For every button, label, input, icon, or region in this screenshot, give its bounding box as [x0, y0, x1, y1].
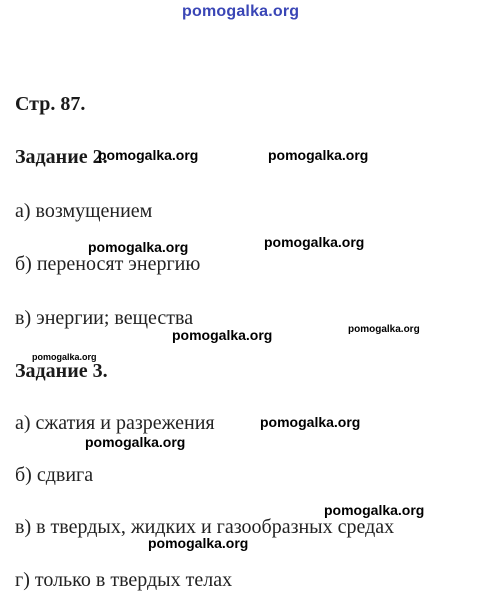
task-2-answer-c: в) энергии; вещества — [15, 307, 194, 329]
task-3-answer-d: г) только в твердых телах — [15, 569, 233, 591]
watermark: pomogalka.org — [348, 324, 420, 335]
page-title: Стр. 87. — [15, 93, 86, 115]
watermark: pomogalka.org — [264, 234, 365, 250]
watermark: pomogalka.org — [32, 352, 97, 362]
task-2-answer-a: а) возмущением — [15, 200, 153, 222]
task-3-answer-a: а) сжатия и разрежения — [15, 412, 215, 434]
watermark: pomogalka.org — [172, 327, 273, 343]
task-2-heading: Задание 2. — [15, 146, 108, 168]
watermark: pomogalka.org — [268, 147, 369, 163]
header-watermark: pomogalka.org — [182, 3, 300, 20]
watermark: pomogalka.org — [260, 414, 361, 430]
watermark: pomogalka.org — [85, 434, 186, 450]
watermark: pomogalka.org — [98, 147, 199, 163]
watermark: pomogalka.org — [88, 239, 189, 255]
task-3-answer-c: в) в твердых, жидких и газообразных средах — [15, 516, 395, 538]
task-3-answer-b: б) сдвига — [15, 464, 94, 486]
task-3-heading: Задание 3. — [15, 360, 108, 382]
task-2-answer-b: б) переносят энергию — [15, 253, 201, 275]
watermark: pomogalka.org — [148, 535, 249, 551]
watermark: pomogalka.org — [324, 502, 425, 518]
